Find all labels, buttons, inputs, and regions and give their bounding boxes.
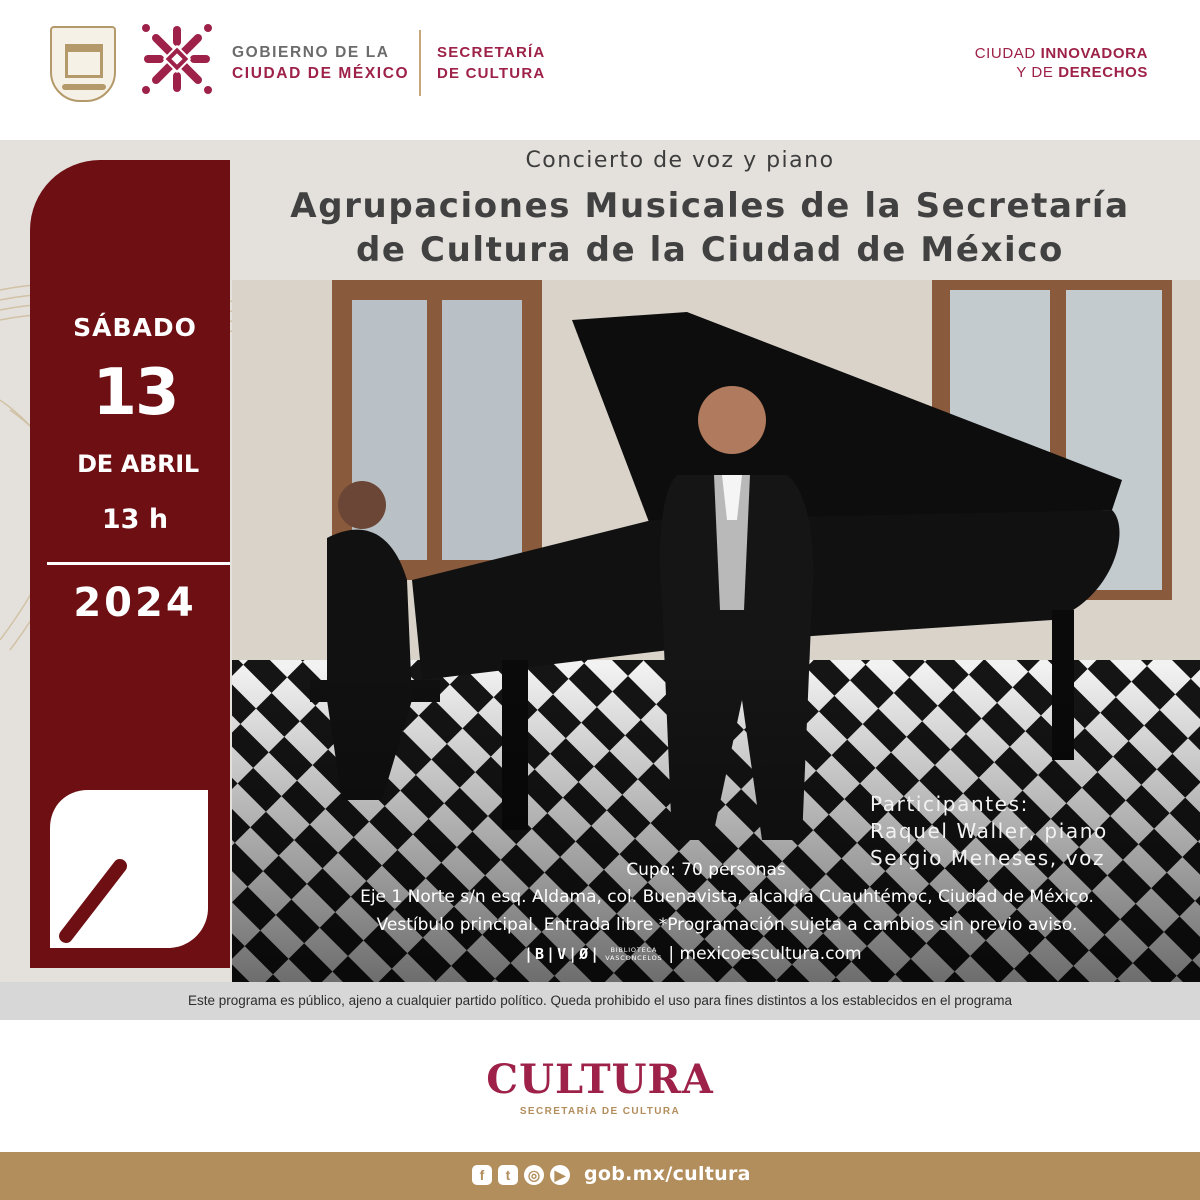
header [0, 0, 1200, 140]
website-link[interactable]: | mexicoescultura.com [668, 944, 862, 964]
header-divider [419, 30, 421, 96]
slogan-1b: INNOVADORA [1040, 45, 1148, 62]
footer-url[interactable]: gob.mx/cultura [584, 1163, 751, 1185]
title-line-2: de Cultura de la Ciudad de México [355, 230, 1064, 270]
gov-line-2: CIUDAD DE MÉXICO [232, 65, 410, 82]
date-tab [30, 160, 230, 968]
coat-of-arms-icon [50, 26, 116, 102]
bv-name [605, 946, 662, 962]
bv-name-2: VASCONCELOS [605, 954, 663, 962]
event-title [230, 184, 1190, 272]
slogan [975, 44, 1148, 82]
secretaria-name [437, 42, 545, 84]
slogan-2a: Y DE [1016, 64, 1059, 81]
legal-disclaimer: Este programa es público, ajeno a cualquier partido político. Queda prohibido el uso para fines distintos a los establecidos en el programa [0, 982, 1200, 1020]
instagram-icon[interactable]: ◎ [524, 1165, 544, 1185]
social-links [472, 1165, 570, 1185]
facebook-icon[interactable]: f [472, 1165, 492, 1185]
capacity-text: Cupo: 70 personas [626, 860, 786, 880]
biblioteca-vasconcelos-logo [524, 945, 662, 963]
participants-heading: Participantes: [870, 792, 1029, 816]
participant-1: Raquel Waller, piano [870, 819, 1108, 843]
date-number: 13 [92, 356, 178, 430]
cultura-logo: CULTURA [486, 1056, 714, 1103]
date-hour: 13 h [101, 504, 169, 535]
bv-mark: |B|V|Ø| [524, 945, 602, 963]
leaf-icon [48, 788, 210, 950]
government-name [232, 42, 409, 84]
youtube-icon[interactable]: ▶ [550, 1165, 570, 1185]
bv-name-1: BIBLIOTECA [610, 946, 658, 954]
date-divider [47, 562, 230, 565]
date-month: DE ABRIL [77, 450, 199, 478]
slogan-2b: DERECHOS [1058, 64, 1148, 81]
address-text: Eje 1 Norte s/n esq. Aldama, col. Buenavista, alcaldía Cuauhtémoc, Ciudad de México. [360, 887, 1094, 907]
footer [0, 1152, 1200, 1200]
venue-text: Vestíbulo principal. Entrada libre *Programación sujeta a cambios sin previo aviso. [376, 915, 1078, 935]
participant-2: Sergio Meneses, voz [870, 846, 1106, 870]
sec-line-1: SECRETARÍA [437, 44, 546, 61]
cdmx-logo-icon [140, 22, 214, 96]
title-line-1: Agrupaciones Musicales de la Secretaría [290, 186, 1130, 226]
date-year: 2024 [73, 580, 197, 626]
slogan-1a: CIUDAD [974, 45, 1041, 62]
event-subtitle: Concierto de voz y piano [525, 148, 835, 173]
twitter-icon[interactable]: t [498, 1165, 518, 1185]
gov-line-1: GOBIERNO DE LA [232, 44, 390, 61]
date-day: SÁBADO [73, 313, 197, 342]
website-line [524, 944, 862, 964]
cultura-logo-subtitle: SECRETARÍA DE CULTURA [519, 1106, 681, 1117]
sec-line-2: DE CULTURA [437, 65, 546, 82]
